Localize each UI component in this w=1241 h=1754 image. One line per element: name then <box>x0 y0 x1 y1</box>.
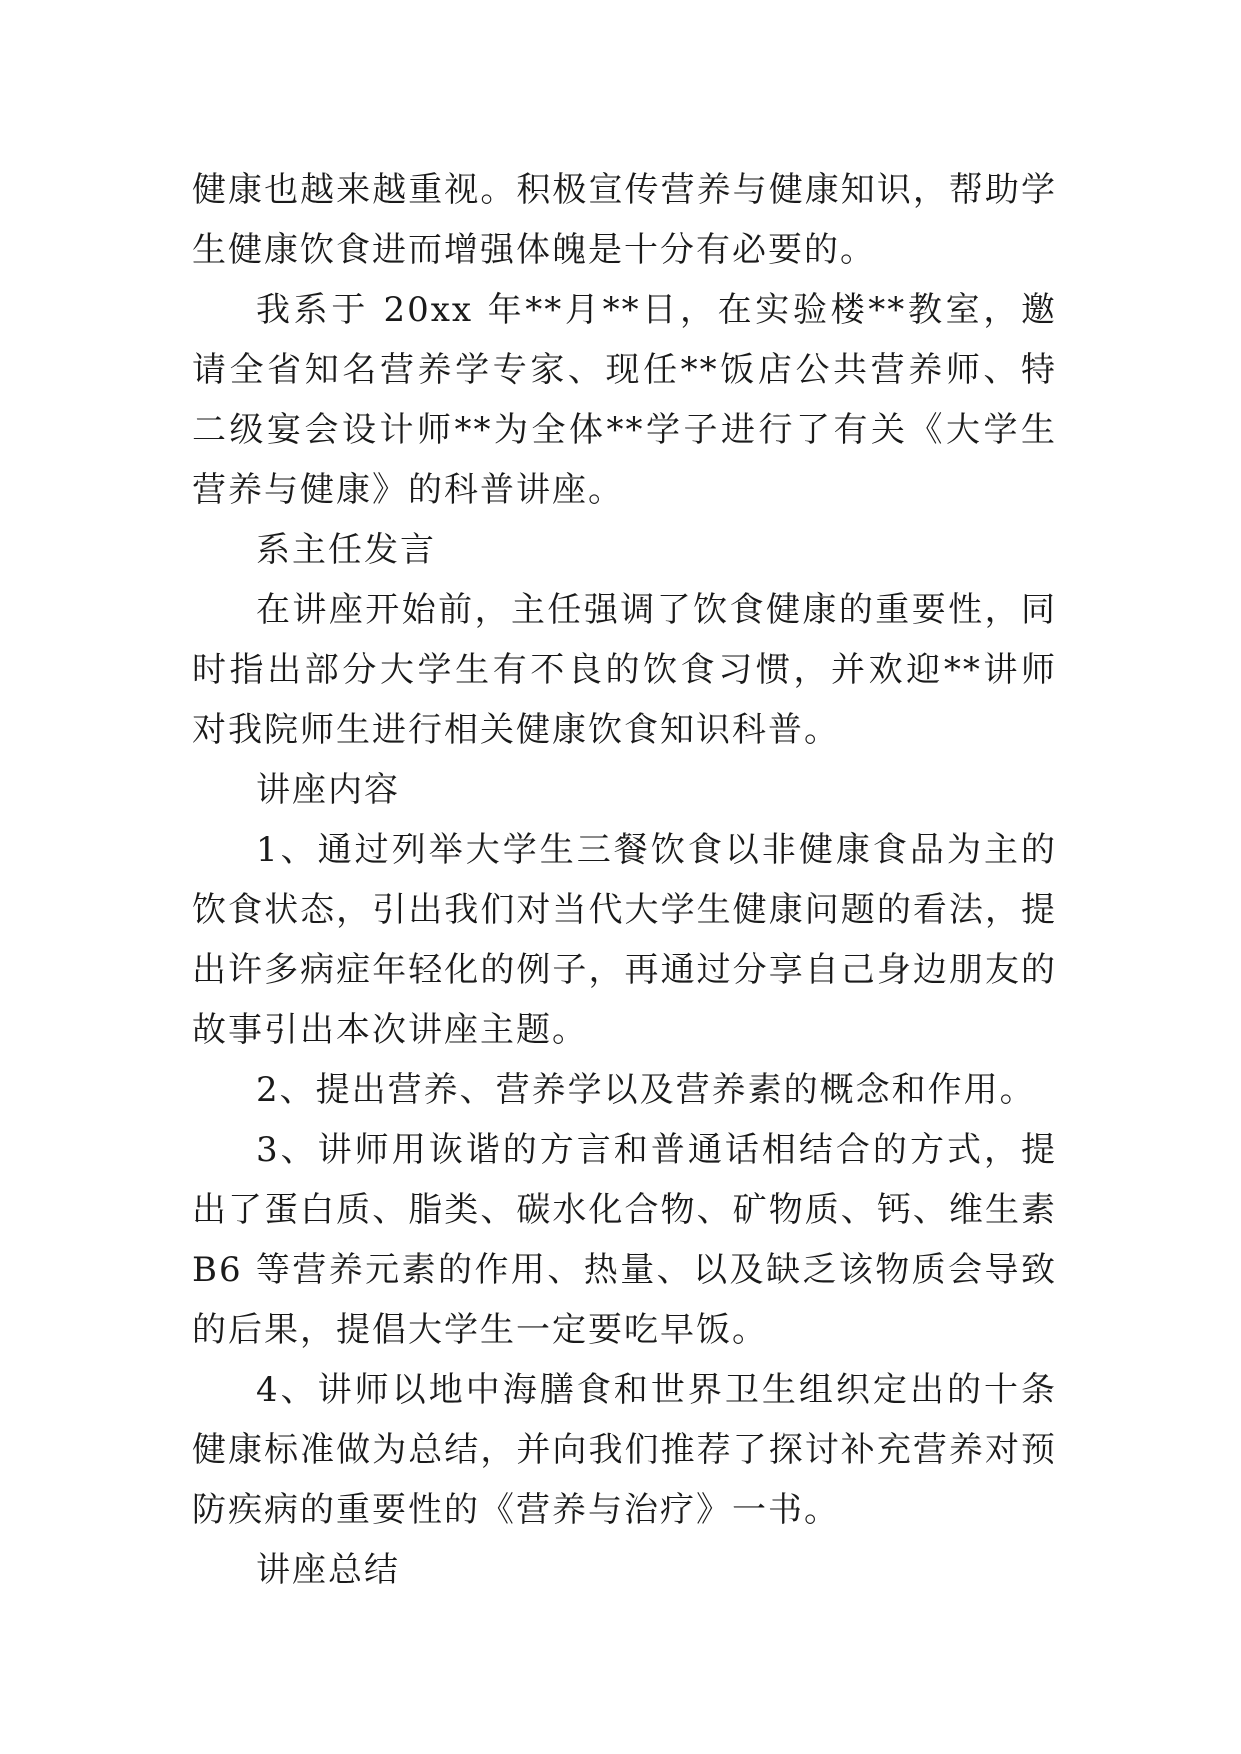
paragraph-director-speech: 在讲座开始前，主任强调了饮食健康的重要性，同时指出部分大学生有不良的饮食习惯，并欢迎**讲师对我院师生进行相关健康饮食知识科普。 <box>192 590 1057 750</box>
document-body <box>192 160 1057 1600</box>
paragraph-intro-continuation: 健康也越来越重视。积极宣传营养与健康知识，帮助学生健康饮食进而增强体魄是十分有必要的。 <box>192 170 1057 270</box>
section-heading-director-speech: 系主任发言 <box>256 530 436 570</box>
section-heading-lecture-content: 讲座内容 <box>256 770 400 810</box>
list-item-content-3: 3、讲师用诙谐的方言和普通话相结合的方式，提出了蛋白质、脂类、碳水化合物、矿物质、钙、维生素 B6 等营养元素的作用、热量、以及缺乏该物质会导致的后果，提倡大学生一定要吃早饭。 <box>192 1130 1057 1350</box>
paragraph-event-description: 我系于 20xx 年**月**日，在实验楼**教室，邀请全省知名营养学专家、现任**饭店公共营养师、特二级宴会设计师**为全体**学子进行了有关《大学生营养与健康》的科普讲座。 <box>192 290 1057 510</box>
list-item-content-1: 1、通过列举大学生三餐饮食以非健康食品为主的饮食状态，引出我们对当代大学生健康问题的看法，提出许多病症年轻化的例子，再通过分享自己身边朋友的故事引出本次讲座主题。 <box>192 830 1057 1050</box>
list-item-content-2: 2、提出营养、营养学以及营养素的概念和作用。 <box>256 1070 1036 1110</box>
section-heading-lecture-summary: 讲座总结 <box>256 1550 400 1590</box>
list-item-content-4: 4、讲师以地中海膳食和世界卫生组织定出的十条健康标准做为总结，并向我们推荐了探讨补充营养对预防疾病的重要性的《营养与治疗》一书。 <box>192 1370 1057 1530</box>
